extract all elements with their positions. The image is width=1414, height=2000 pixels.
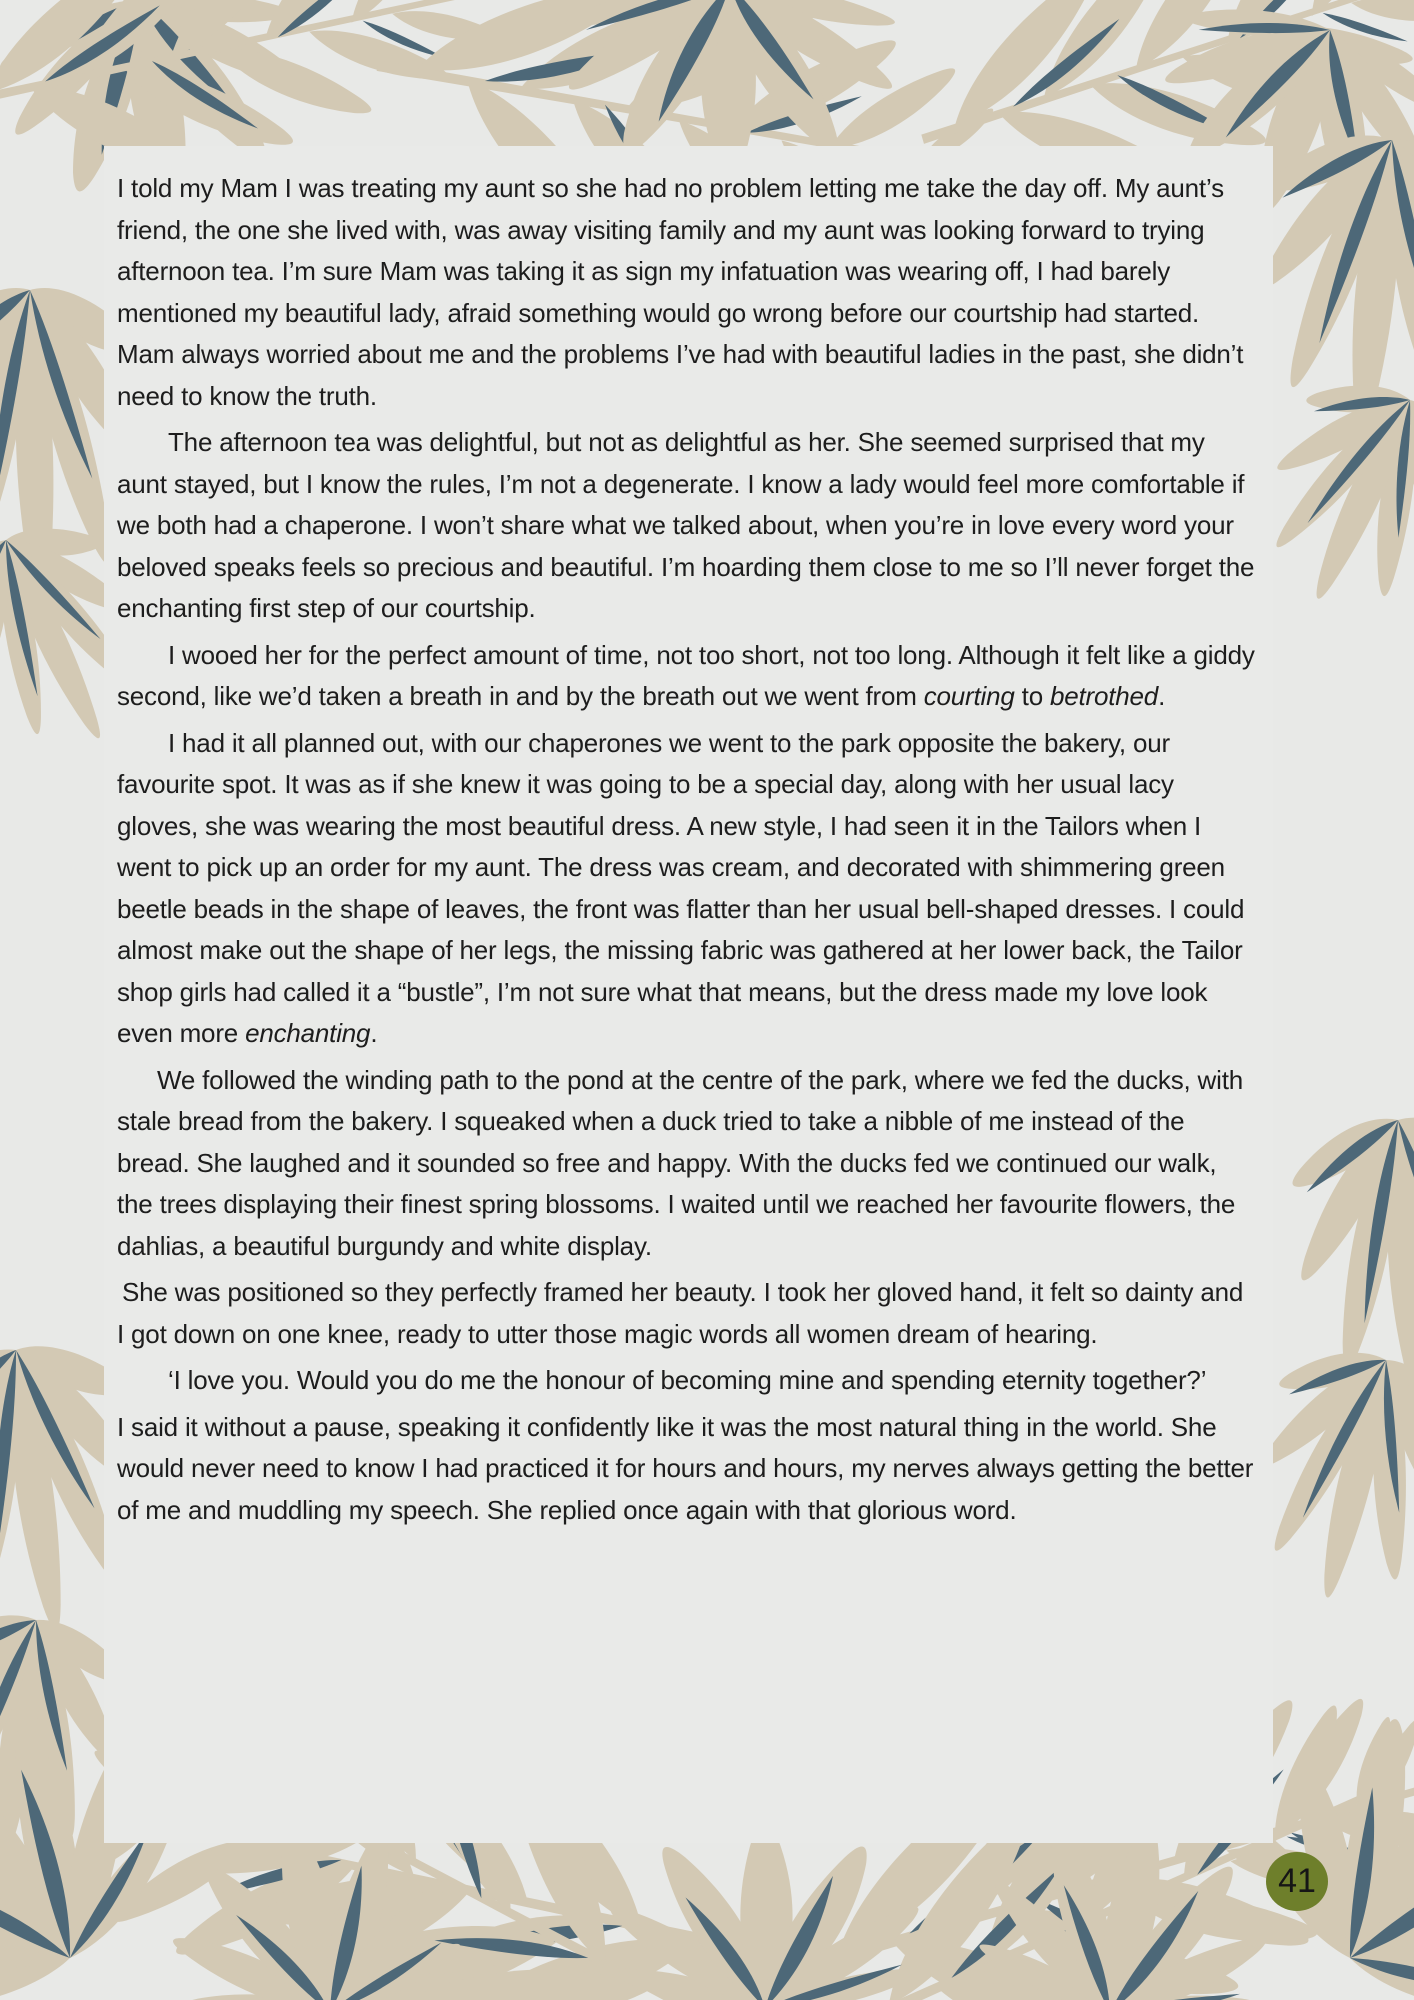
text-panel (104, 146, 1273, 1843)
paragraph: ‘I love you. Would you do me the honour of becoming mine and spending eternity together?’ (168, 1365, 1207, 1395)
paragraph: She was positioned so they perfectly framed her beauty. I took her gloved hand, it felt so dainty and I got down on one knee, ready to utter those magic words all women dream of hearing. (117, 1277, 1244, 1349)
paragraph: The afternoon tea was delightful, but not as delightful as her. She seemed surprised that my aunt stayed, but I know the rules, I’m not a degenerate. I know a lady would feel more comfortable if we both had a chaperone. I won’t share what we talked about, when you’re in love every word your beloved speaks feels so precious and beautiful. I’m hoarding them close to me so I’ll never forget the enchanting first step of our courtship. (117, 427, 1255, 623)
paragraph: We followed the winding path to the pond at the centre of the park, where we fed the ducks, with stale bread from the bakery. I squeaked when a duck tried to take a nibble of me instead of the bread. She laughed and it sounded so free and happy. With the ducks fed we continued our walk, the trees displaying their finest spring blossoms. I waited until we reached her favourite flowers, the dahlias, a beautiful burgundy and white display. (117, 1064, 1243, 1261)
page-number-badge (1266, 1852, 1328, 1911)
story-text (117, 168, 1257, 1536)
paragraph: I had it all planned out, with our chaperones we went to the park opposite the bakery, our favourite spot. It was as if she knew it was going to be a special day, along with her usual lacy gloves, she was wearing the most beautiful dress. A new style, I had seen it in the Tailors when I went to pick up an order for my aunt. The dress was cream, and decorated with shimmering green beetle beads in the shape of leaves, the front was flatter than her usual bell-shaped dresses. I could almost make out the shape of her legs, the missing fabric was gathered at her lower back, the Tailor shop girls had called it a “bustle”, I’m not sure what that means, but the dress made my love look even more enchanting. (117, 727, 1245, 1048)
paragraph: I wooed her for the perfect amount of time, not too short, not too long. Although it felt like a giddy second, like we’d taken a breath in and by the breath out we went from courting to betrothed. (117, 639, 1255, 711)
page-number: 41 (1278, 1862, 1316, 1900)
paragraph: I said it without a pause, speaking it confidently like it was the most natural thing in the world. She would never need to know I had practiced it for hours and hours, my nerves always getting the better of me and muddling my speech. She replied once again with that glorious word. (117, 1411, 1254, 1525)
paragraph: I told my Mam I was treating my aunt so she had no problem letting me take the day off. My aunt’s friend, the one she lived with, was away visiting family and my aunt was looking forward to trying afternoon tea. I’m sure Mam was taking it as sign my infatuation was wearing off, I had barely mentioned my beautiful lady, afraid something would go wrong before our courtship had started. Mam always worried about me and the problems I’ve had with beautiful ladies in the past, she didn’t need to know the truth. (117, 173, 1244, 411)
